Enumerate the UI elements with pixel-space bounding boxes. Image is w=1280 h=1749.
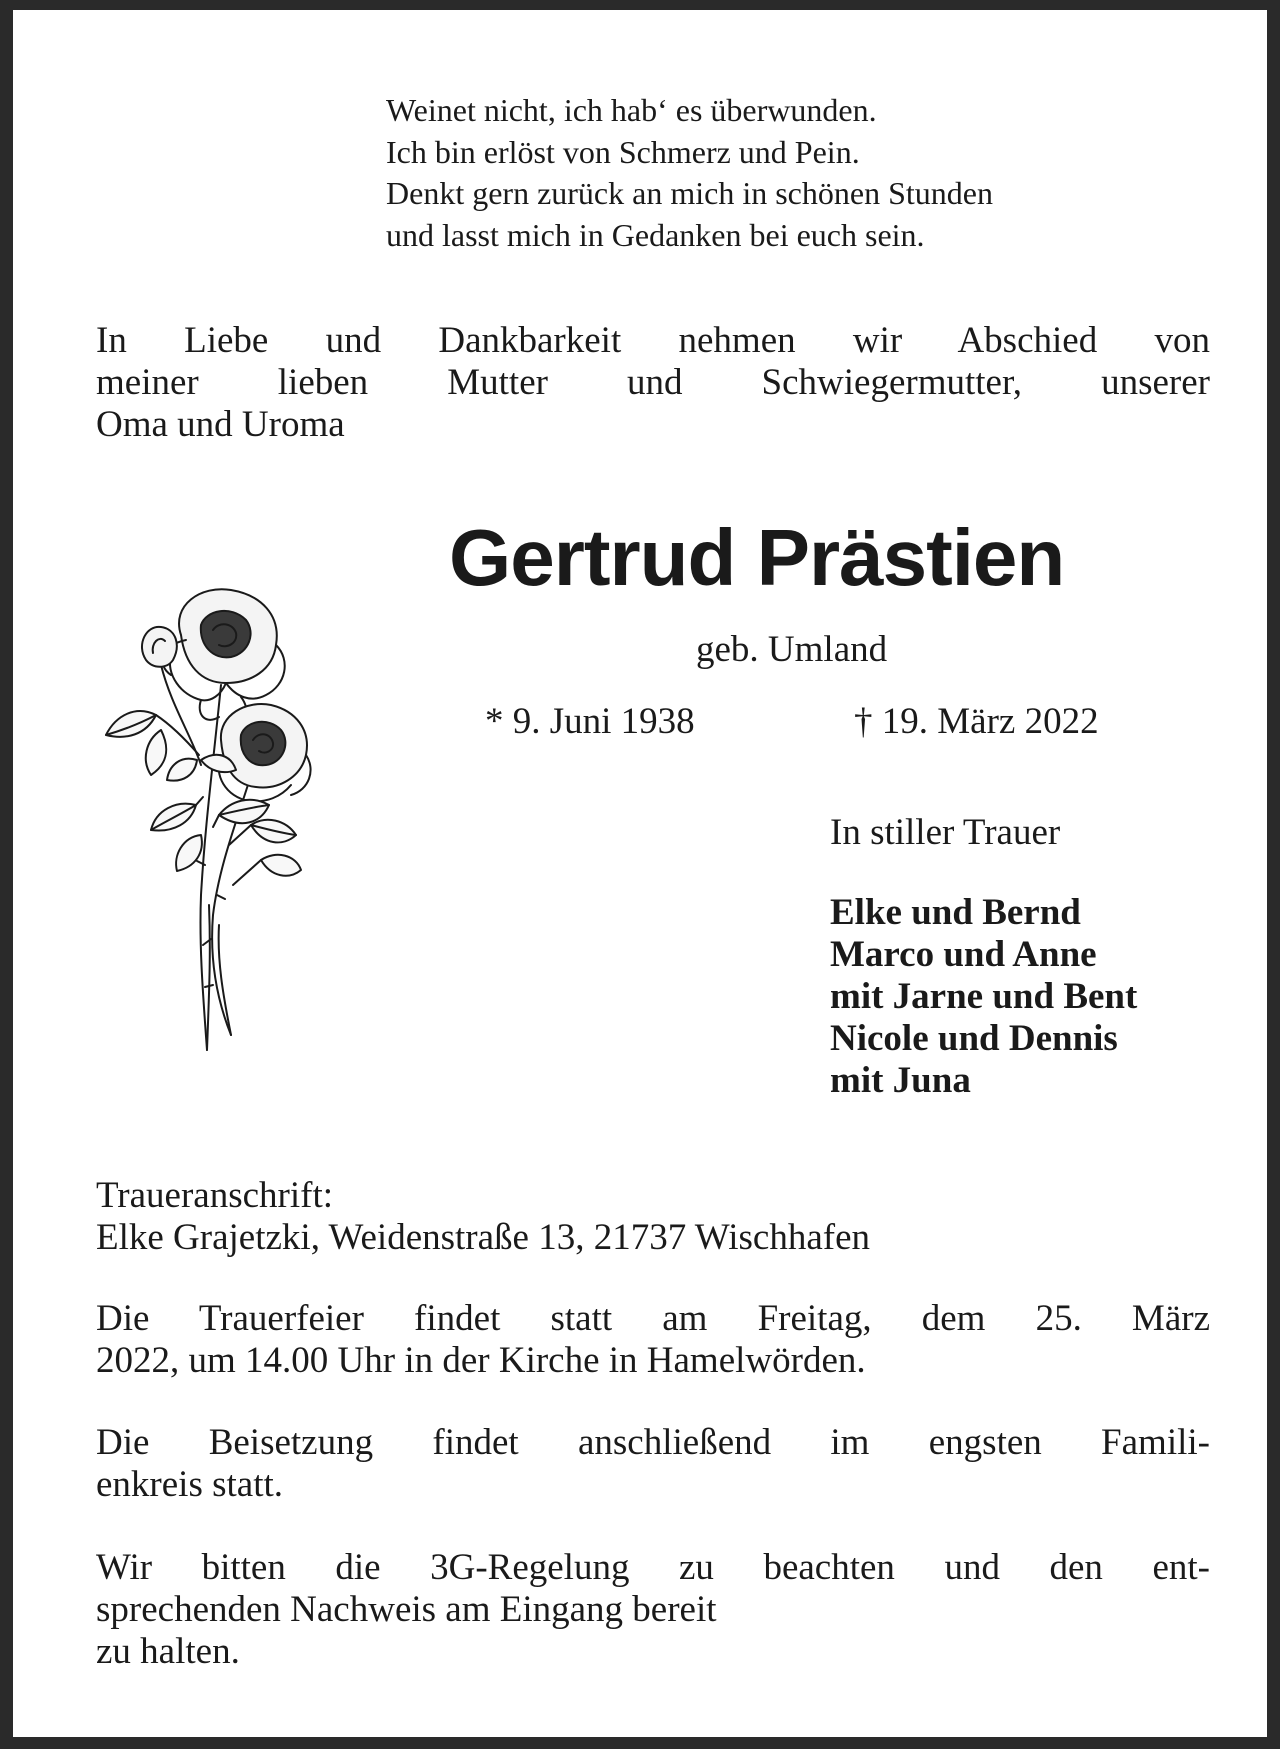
mourning-address (96, 1175, 870, 1259)
notice-text (96, 1547, 1210, 1673)
burial-line: Die Beisetzung findet anschließend im engsten Famili- (96, 1422, 1210, 1463)
intro-line: meiner lieben Mutter und Schwiegermutter, unserer (96, 362, 1210, 403)
death-date: † 19. März 2022 (854, 701, 1099, 742)
poem-line: Denkt gern zurück an mich in schönen Stunden (386, 175, 993, 211)
deceased-name: Gertrud Prästien (449, 513, 1065, 602)
intro-line: In Liebe und Dankbarkeit nehmen wir Abschied von (96, 320, 1210, 361)
birth-date: * 9. Juni 1938 (485, 701, 695, 742)
ceremony-text (96, 1298, 1210, 1382)
poem (386, 90, 993, 256)
mourner-line: mit Jarne und Bent (830, 976, 1138, 1017)
intro-line: Oma und Uroma (96, 404, 345, 445)
poem-line: und lasst mich in Gedanken bei euch sein. (386, 216, 925, 253)
burial-text (96, 1422, 1210, 1506)
mourners-list (830, 892, 1137, 1102)
maiden-name: geb. Umland (696, 629, 888, 670)
ceremony-line: 2022, um 14.00 Uhr in der Kirche in Hamelwörden. (96, 1340, 866, 1381)
burial-line: enkreis statt. (96, 1464, 284, 1505)
poem-line: Weinet nicht, ich hab‘ es überwunden. (386, 92, 877, 128)
notice-line: Wir bitten die 3G-Regelung zu beachten und den ent- (96, 1547, 1210, 1588)
rose-drawing-icon (101, 565, 341, 1060)
address-label: Traueranschrift: (96, 1175, 334, 1216)
intro-text (96, 320, 1210, 446)
poem-line: Ich bin erlöst von Schmerz und Pein. (386, 133, 860, 170)
mourner-line: Elke und Bernd (830, 892, 1081, 933)
notice-line: sprechenden Nachweis am Eingang bereit (96, 1589, 717, 1630)
address-value: Elke Grajetzki, Weidenstraße 13, 21737 Wischhafen (96, 1217, 871, 1258)
mourner-line: Nicole und Dennis (830, 1018, 1118, 1059)
mourning-heading: In stiller Trauer (830, 812, 1061, 853)
notice-line: zu halten. (96, 1631, 240, 1672)
mourner-line: mit Juna (830, 1060, 971, 1101)
ceremony-line: Die Trauerfeier findet statt am Freitag, dem 25. März (96, 1298, 1210, 1339)
mourner-line: Marco und Anne (830, 934, 1097, 975)
